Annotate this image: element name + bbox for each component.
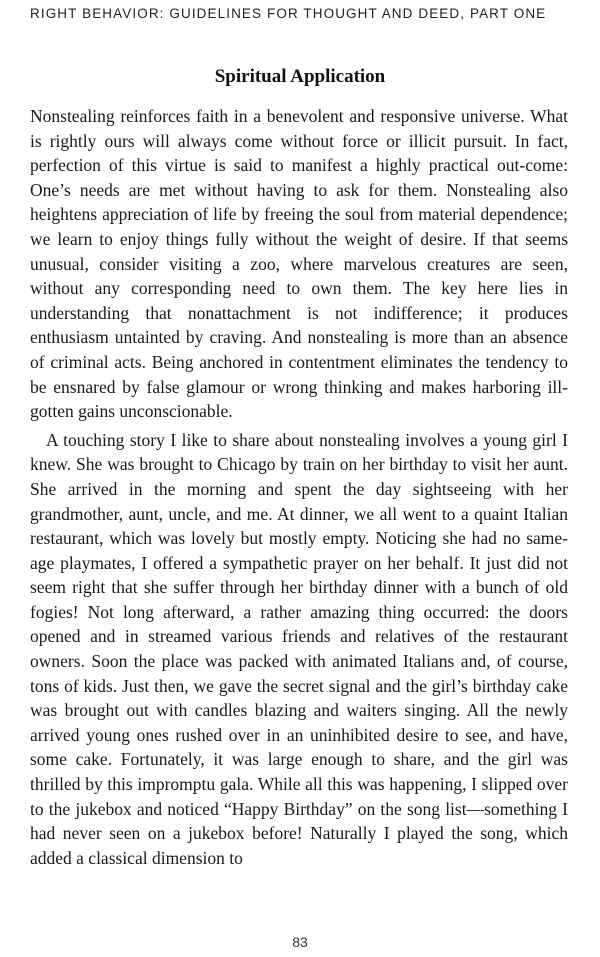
running-head: RIGHT BEHAVIOR: GUIDELINES FOR THOUGHT AND DEED, PART ONE	[30, 6, 547, 21]
section-title: Spiritual Application	[214, 66, 386, 87]
body-text	[30, 104, 568, 870]
paragraph-2: A touching story I like to share about nonstealing involves a young girl I knew. She was brought to Chicago by train on her birthday to visit her aunt. She arrived in the morning and spent the day sightseeing with her grandmother, aunt, uncle, and me. At dinner, we all went to a quaint Italian restaurant, which was lovely but mostly empty. Noticing she had no same-age playmates, I offered a sympathetic prayer on her behalf. It just did not seem right that she suffer through her birthday dinner with a bunch of old fogies! Not long afterward, a rather amazing thing occurred: the doors opened and in streamed various friends and relatives of the restaurant owners. Soon the place was packed with animated Italians and, of course, tons of kids. Just then, we gave the secret signal and the girl’s birthday cake was brought out with candles blazing and waiters singing. All the newly arrived young ones rushed over in an uninhibited desire to see, and have, some cake. Fortunately, it was large enough to share, and the girl was thrilled by this impromptu gala. While all this was happening, I slipped over to the jukebox and noticed “Happy Birthday” on the song list—something I had never seen on a jukebox before! Naturally I played the song, which added a classical dimension to	[30, 429, 568, 868]
paragraph-1: Nonstealing reinforces faith in a benevolent and responsive universe. What is rightly ours will always come without force or illicit pursuit. In fact, perfection of this virtue is said to manifest a highly practical out-come: One’s needs are met without having to ask for them. Nonstealing also heightens appreciation of life by freeing the soul from material dependence; we learn to enjoy things fully without the weight of desire. If that seems unusual, consider visiting a zoo, where marvelous creatures are seen, without any corresponding need to own them. The key here lies in understanding that nonattachment is not indifference; it produces enthusiasm untainted by craving. And nonstealing is more than an absence of criminal acts. Being anchored in contentment eliminates the tendency to be ensnared by false glamour or wrong thinking and makes harboring ill-gotten gains unconscionable.	[30, 106, 568, 422]
page-number: 83	[292, 934, 308, 950]
